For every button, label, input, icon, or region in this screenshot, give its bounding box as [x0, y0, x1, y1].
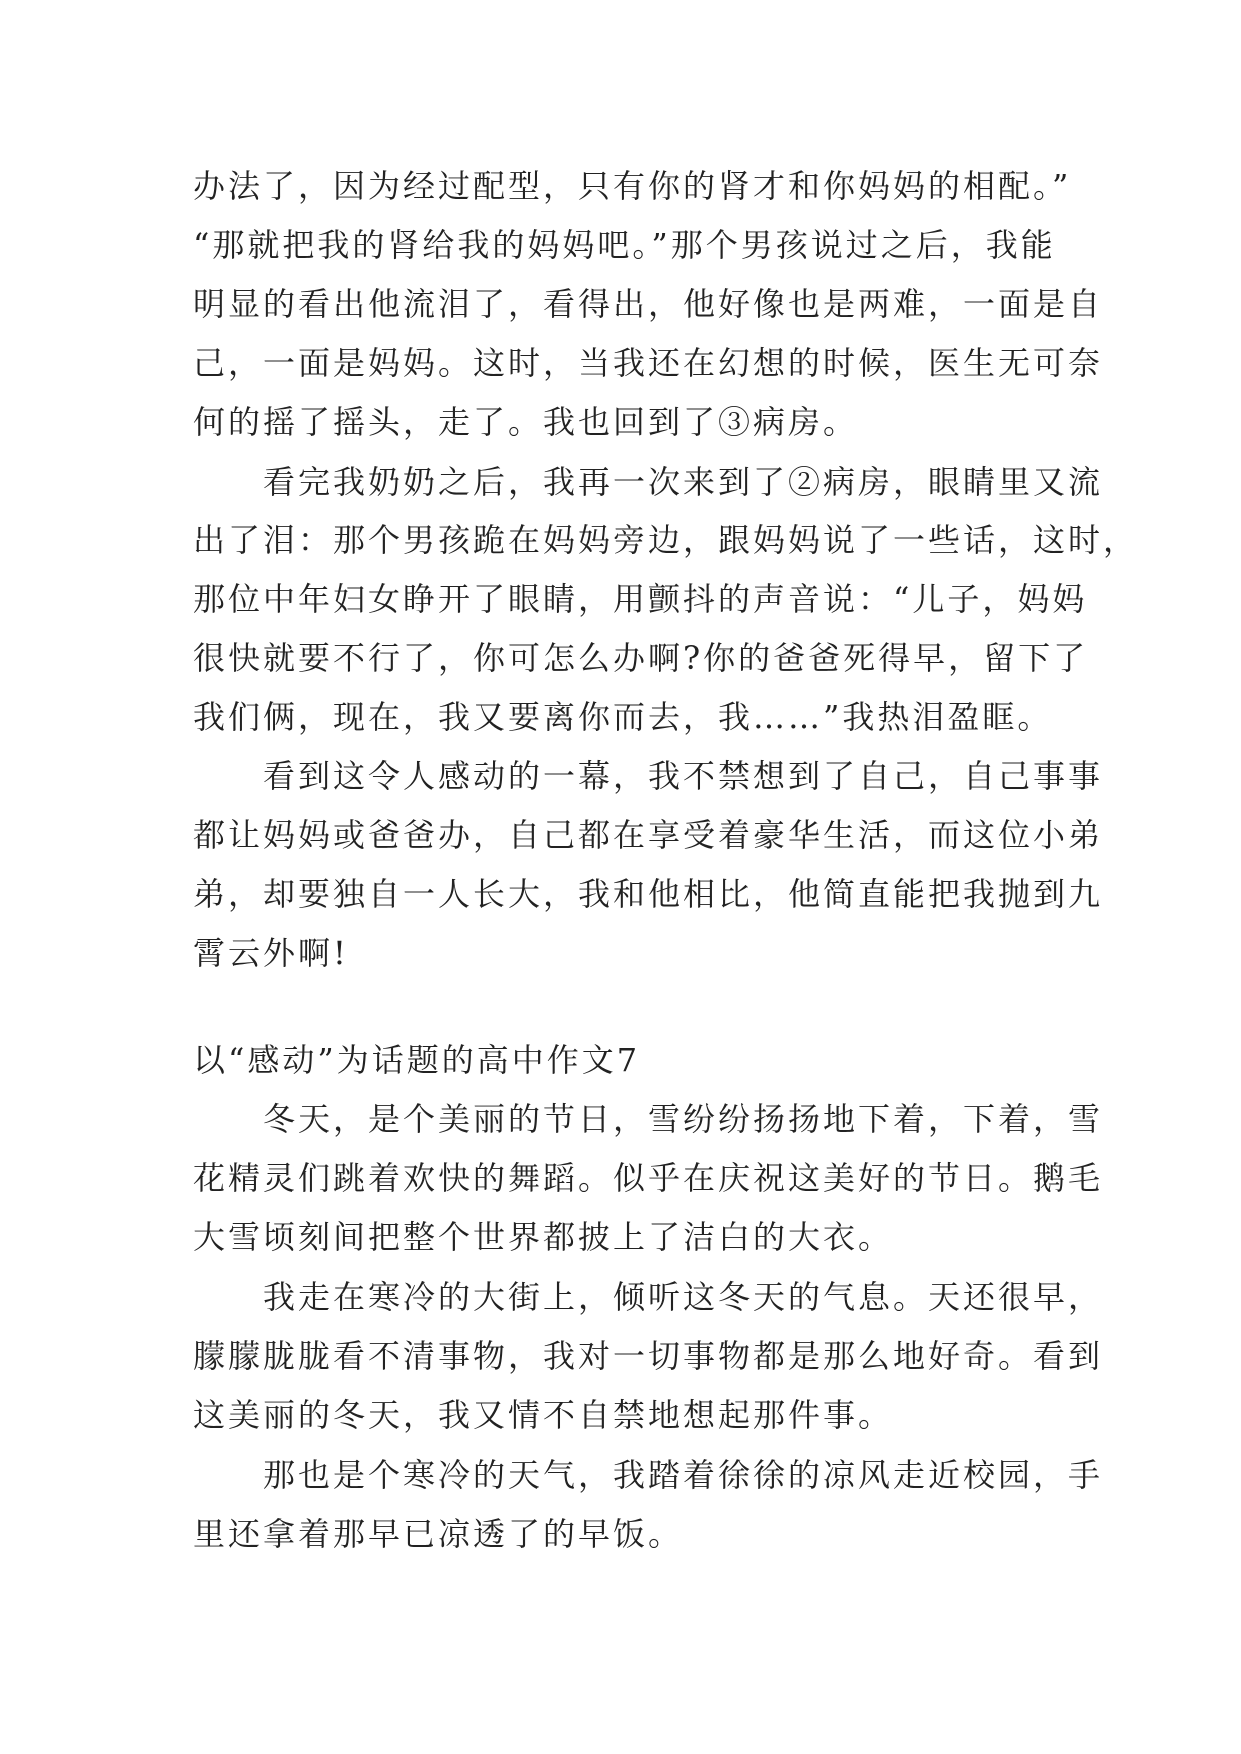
paragraph-start-line: 冬天，是个美丽的节日，雪纷纷扬扬地下着，下着，雪 — [193, 1100, 1104, 1138]
text-line: 那位中年妇女睁开了眼睛，用颤抖的声音说：“儿子，妈妈 — [193, 580, 1088, 618]
text-line: 办法了，因为经过配型，只有你的肾才和你妈妈的相配。” — [193, 167, 1072, 205]
text-line: 大雪顷刻间把整个世界都披上了洁白的大衣。 — [193, 1218, 894, 1256]
text-line: 弟，却要独自一人长大，我和他相比，他简直能把我抛到九 — [193, 875, 1104, 913]
text-line: 里还拿着那早已凉透了的早饭。 — [193, 1515, 684, 1553]
text-line: 都让妈妈或爸爸办，自己都在享受着豪华生活，而这位小弟 — [193, 816, 1104, 854]
paragraph-start-line: 看到这令人感动的一幕，我不禁想到了自己，自己事事 — [193, 757, 1104, 795]
text-line: 我们俩，现在，我又要离你而去，我……”我热泪盈眶。 — [193, 698, 1053, 736]
text-line: 花精灵们跳着欢快的舞蹈。似乎在庆祝这美好的节日。鹅毛 — [193, 1159, 1104, 1197]
text-line: 明显的看出他流泪了，看得出，他好像也是两难，一面是自 — [193, 285, 1104, 323]
text-line: 朦朦胧胧看不清事物，我对一切事物都是那么地好奇。看到 — [193, 1337, 1104, 1375]
text-line: 出了泪：那个男孩跪在妈妈旁边，跟妈妈说了一些话，这时， — [193, 521, 1139, 559]
text-line: 这美丽的冬天，我又情不自禁地想起那件事。 — [193, 1396, 894, 1434]
text-line: 霄云外啊! — [193, 934, 349, 972]
text-line: 很快就要不行了，你可怎么办啊?你的爸爸死得早，留下了 — [193, 639, 1089, 677]
paragraph-start-line: 我走在寒冷的大街上，倾听这冬天的气息。天还很早， — [193, 1278, 1104, 1316]
text-line: 何的摇了摇头，走了。我也回到了③病房。 — [193, 403, 859, 441]
text-line: “那就把我的肾给我的妈妈吧。”那个男孩说过之后，我能 — [193, 226, 1056, 264]
text-line: 己，一面是妈妈。这时，当我还在幻想的时候，医生无可奈 — [193, 344, 1104, 382]
paragraph-start-line: 看完我奶奶之后，我再一次来到了②病房，眼睛里又流 — [193, 463, 1104, 501]
section-heading: 以“感动”为话题的高中作文7 — [193, 1041, 641, 1079]
paragraph-start-line: 那也是个寒冷的天气，我踏着徐徐的凉风走近校园，手 — [193, 1456, 1104, 1494]
